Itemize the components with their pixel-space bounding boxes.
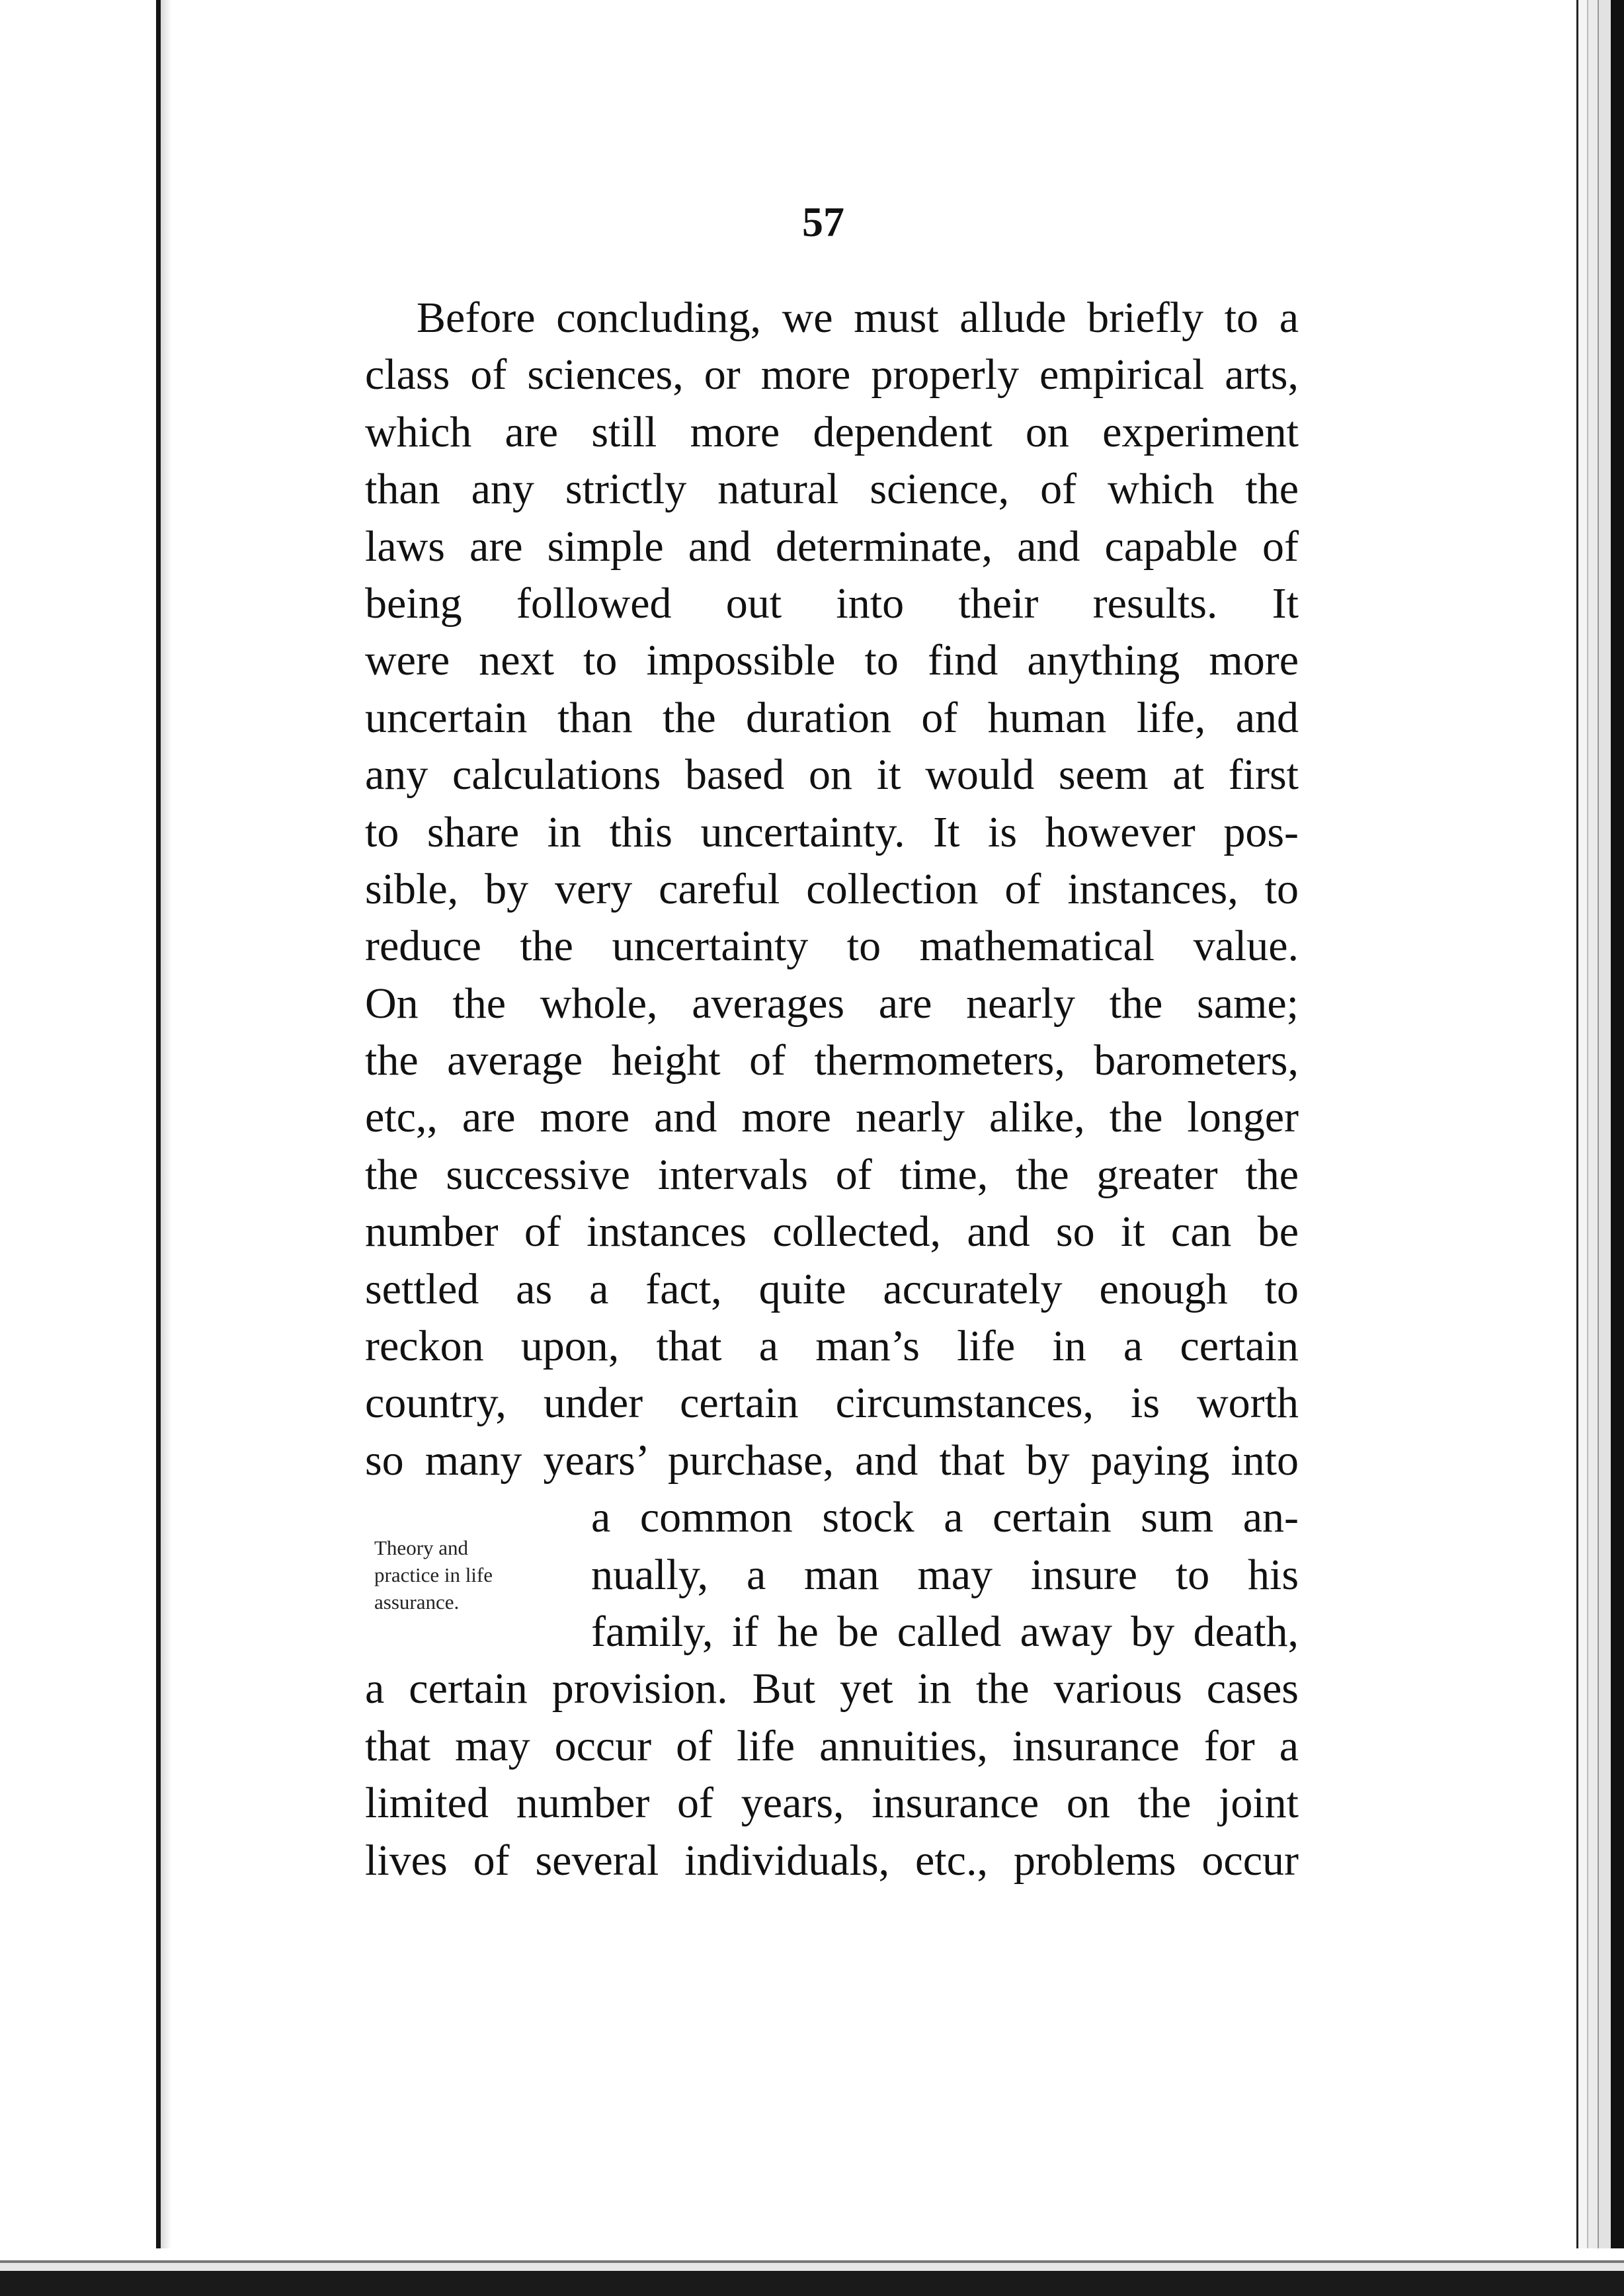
text-line: the average height of thermometers, barometers, (365, 1036, 1299, 1085)
body-text (365, 290, 1299, 1889)
text-line: family, if he be called away by death, (591, 1607, 1299, 1656)
text-line: etc,, are more and more nearly alike, the longer (365, 1093, 1299, 1142)
text-line: that may occur of life annuities, insurance for a (365, 1721, 1299, 1770)
text-line: nually, a man may insure to his (591, 1550, 1299, 1599)
text-line: class of sciences, or more properly empirical arts, (365, 350, 1299, 399)
text-line: a common stock a certain sum an- (591, 1493, 1299, 1542)
margin-note (374, 1534, 573, 1616)
text-line: so many years’ purchase, and that by paying into (365, 1436, 1299, 1485)
page-edge-bottom (0, 2248, 1624, 2296)
gutter-line (156, 0, 161, 2248)
text-line: which are still more dependent on experiment (365, 407, 1299, 456)
gutter-shadow (161, 0, 171, 2248)
text-line: On the whole, averages are nearly the same; (365, 979, 1299, 1028)
text-line: the successive intervals of time, the greater the (365, 1150, 1299, 1199)
text-line: than any strictly natural science, of which the (365, 465, 1299, 514)
text-line: sible, by very careful collection of instances, to (365, 864, 1299, 913)
text-line: Before concluding, we must allude briefly to a (417, 294, 1299, 342)
text-line: uncertain than the duration of human life, and (365, 693, 1299, 742)
text-line: any calculations based on it would seem at first (365, 751, 1299, 800)
margin-note-line: assurance. (374, 1590, 460, 1614)
text-line: number of instances collected, and so it can be (365, 1208, 1299, 1256)
text-line: to share in this uncertainty. It is however pos- (365, 807, 1299, 856)
text-line: limited number of years, insurance on the joint (365, 1779, 1299, 1828)
margin-note-line: practice in life (374, 1563, 493, 1586)
margin-note-line: Theory and (374, 1536, 469, 1559)
text-line: a certain provision. But yet in the various cases (365, 1664, 1299, 1713)
text-line: country, under certain circumstances, is worth (365, 1379, 1299, 1428)
text-line: lives of several individuals, etc., problems occur (365, 1836, 1299, 1885)
text-line: reduce the uncertainty to mathematical value. (365, 922, 1299, 971)
page-number: 57 (802, 198, 844, 245)
text-line: being followed out into their results. It (365, 579, 1299, 628)
text-line: reckon upon, that a man’s life in a certain (365, 1322, 1299, 1371)
page-edge-right (1571, 0, 1624, 2248)
text-line: were next to impossible to find anything more (365, 636, 1299, 685)
text-line: laws are simple and determinate, and capable of (365, 522, 1299, 571)
text-line: settled as a fact, quite accurately enough to (365, 1264, 1299, 1313)
